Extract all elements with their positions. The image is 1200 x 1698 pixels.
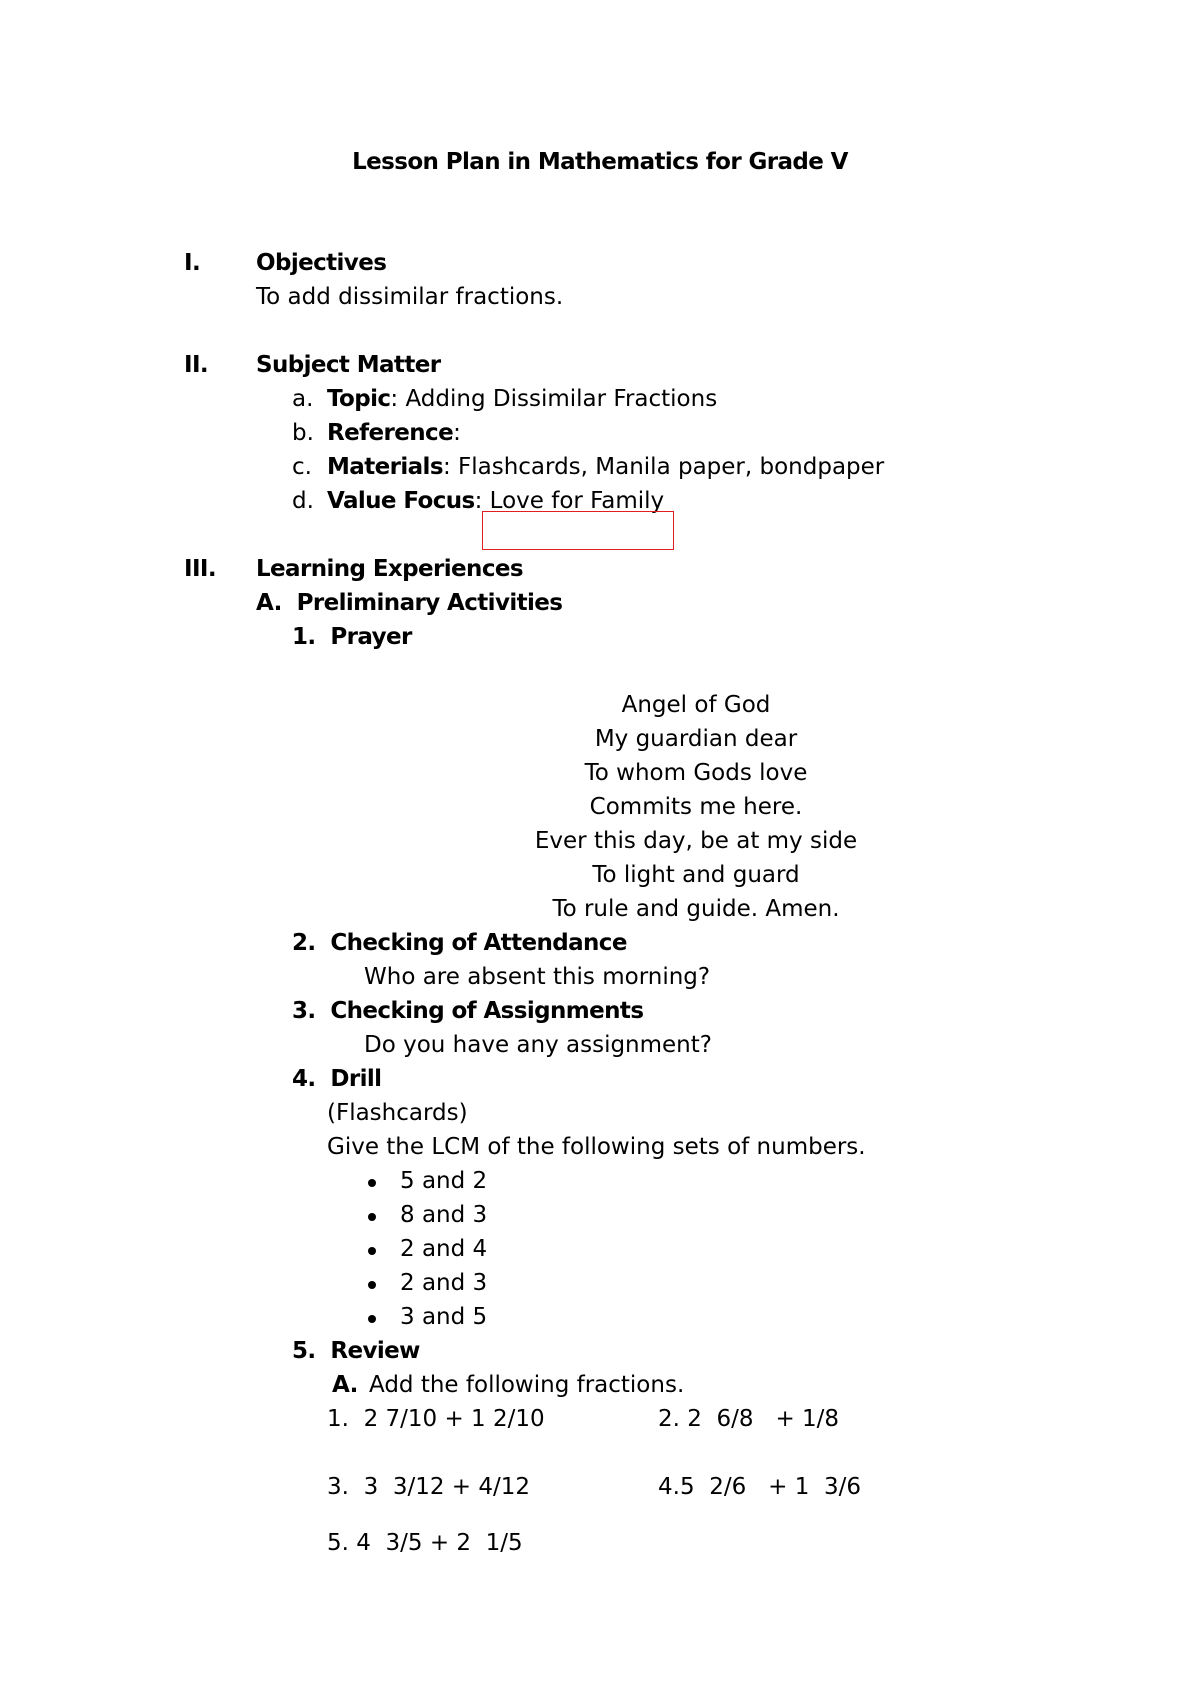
prayer-line: To rule and guide. Amen. (552, 896, 840, 922)
subject-item-label: Reference (327, 420, 454, 446)
subject-item-value: : Flashcards, Manila paper, bondpaper (442, 454, 885, 480)
preliminary-activities-heading: A. Preliminary Activities (256, 590, 563, 616)
attendance-body: Who are absent this morning? (364, 964, 711, 990)
bullet-icon (368, 1315, 376, 1323)
subject-item-label: Value Focus (327, 488, 475, 514)
assignments-body: Do you have any assignment? (364, 1032, 712, 1058)
subject-item-topic (327, 382, 717, 416)
subject-item-letter: b. (292, 420, 314, 446)
prayer-line: To whom Gods love (584, 760, 808, 786)
section-1-heading: Objectives (256, 250, 387, 276)
section-1-body: To add dissimilar fractions. (256, 284, 564, 310)
section-1-number: I. (184, 250, 201, 276)
review-sub-text: Add the following fractions. (369, 1372, 685, 1398)
drill-item: 3 and 5 (400, 1304, 488, 1330)
subject-item-reference (327, 416, 461, 450)
prayer-line: Ever this day, be at my side (534, 828, 858, 854)
prayer-line: Angel of God (621, 692, 771, 718)
prayer-line: To light and guard (592, 862, 800, 888)
review-item: 2. 2 6/8 + 1/8 (658, 1406, 840, 1432)
drill-item: 2 and 3 (400, 1270, 488, 1296)
page-title: Lesson Plan in Mathematics for Grade V (352, 149, 848, 175)
drill-note: (Flashcards) (327, 1100, 468, 1126)
bullet-icon (368, 1247, 376, 1255)
drill-item: 8 and 3 (400, 1202, 488, 1228)
subject-item-value: : (453, 420, 461, 446)
review-item: 5. 4 3/5 + 2 1/5 (327, 1530, 523, 1556)
section-3-heading: Learning Experiences (256, 556, 523, 582)
section-2-heading: Subject Matter (256, 352, 441, 378)
bullet-icon (368, 1281, 376, 1289)
section-2-number: II. (184, 352, 209, 378)
attendance-heading: 2. Checking of Attendance (292, 930, 627, 956)
review-item: 3. 3 3/12 + 4/12 (327, 1474, 531, 1500)
subject-item-letter: a. (292, 386, 314, 412)
prayer-heading: 1. Prayer (292, 624, 412, 650)
subject-item-label: Materials (327, 454, 443, 480)
subject-item-letter: d. (292, 488, 314, 514)
subject-item-value: : Adding Dissimilar Fractions (390, 386, 718, 412)
drill-instruction: Give the LCM of the following sets of numbers. (327, 1134, 866, 1160)
review-item: 4.5 2/6 + 1 3/6 (658, 1474, 862, 1500)
drill-item: 5 and 2 (400, 1168, 488, 1194)
drill-item: 2 and 4 (400, 1236, 488, 1262)
review-sub-letter: A. (332, 1372, 358, 1398)
subject-item-materials (327, 450, 884, 484)
review-heading: 5. Review (292, 1338, 420, 1364)
bullet-icon (368, 1179, 376, 1187)
bullet-icon (368, 1213, 376, 1221)
subject-item-letter: c. (292, 454, 312, 480)
subject-item-value: : Love for Family (474, 488, 665, 514)
drill-heading: 4. Drill (292, 1066, 382, 1092)
prayer-line: My guardian dear (594, 726, 798, 752)
prayer-line: Commits me here. (589, 794, 803, 820)
section-3-number: III. (184, 556, 217, 582)
subject-item-label: Topic (327, 386, 391, 412)
review-item: 1. 2 7/10 + 1 2/10 (327, 1406, 545, 1432)
highlight-box (482, 511, 674, 550)
assignments-heading: 3. Checking of Assignments (292, 998, 644, 1024)
